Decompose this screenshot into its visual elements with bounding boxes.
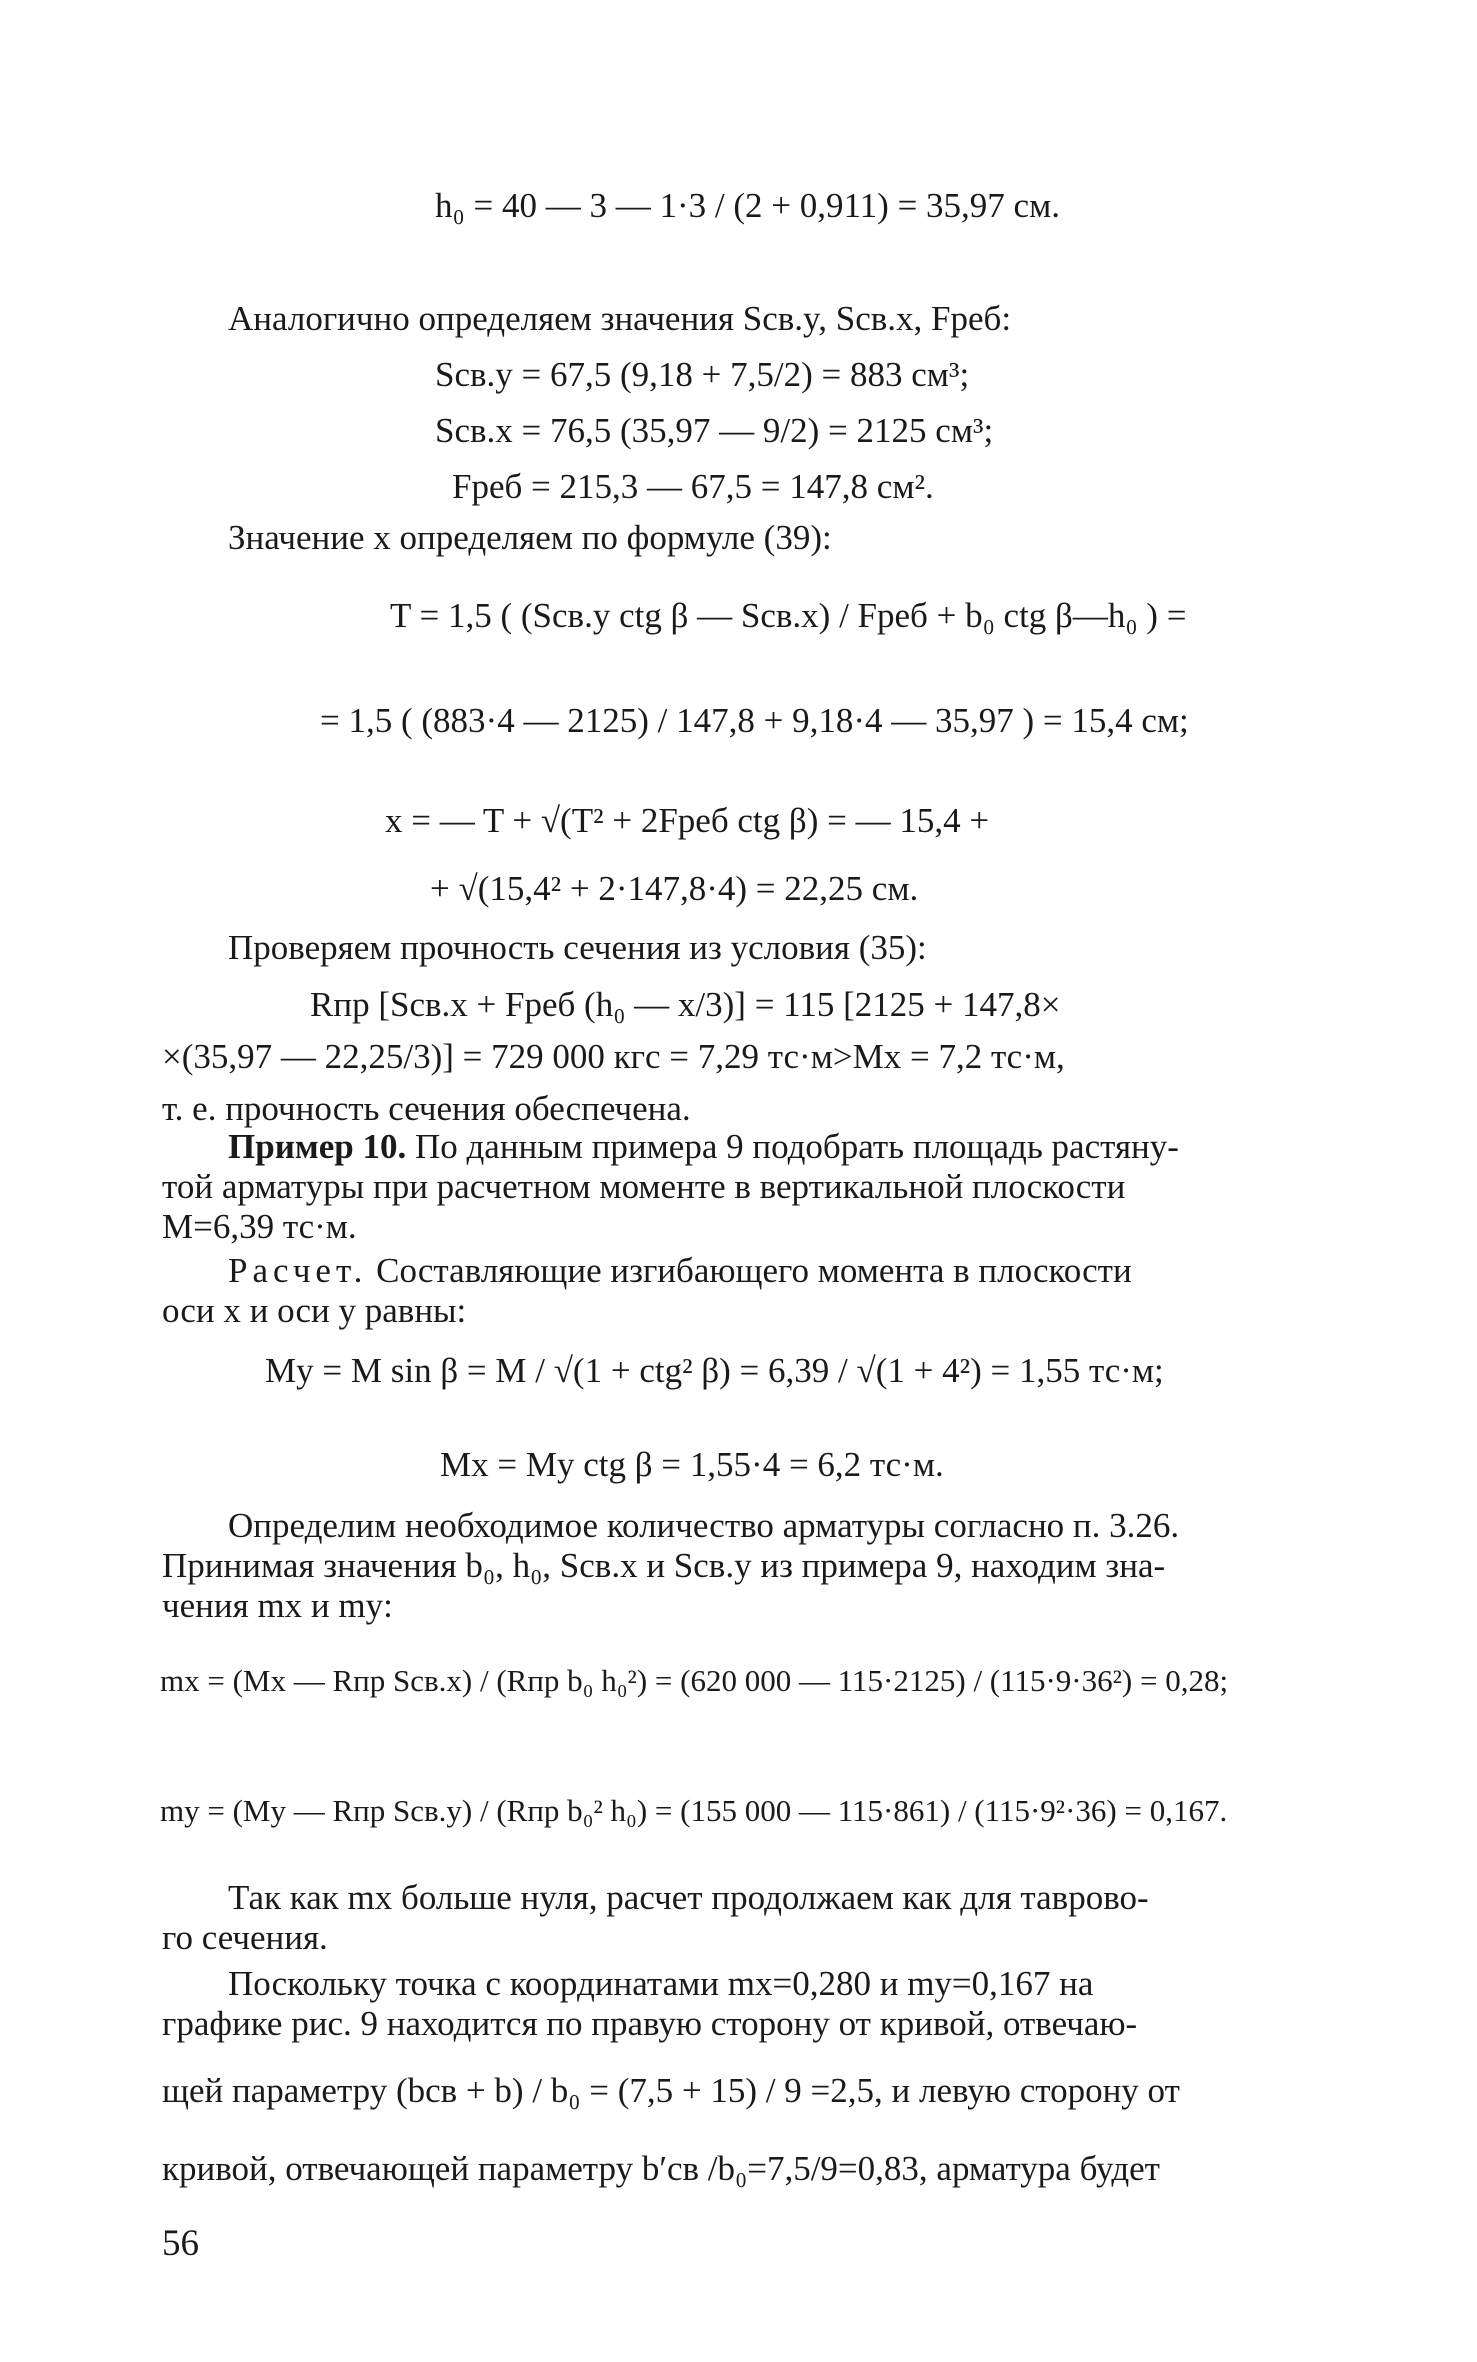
calc-line-2: оси x и оси y равны: [162,1291,467,1330]
equation-s-y: Sсв.y = 67,5 (9,18 + 7,5/2) = 883 см³; [435,355,970,394]
tak-line-1: Так как mx больше нуля, расчет продолжаем как для таврово- [228,1878,1149,1917]
pos-line-2: графике рис. 9 находится по правую сторону от кривой, отвечаю- [162,2004,1138,2043]
equation-r-continued: ×(35,97 — 22,25/3)] = 729 000 кгс = 7,29 тс·м>Mx = 7,2 тс·м, [162,1037,1065,1076]
equation-h0 [435,185,1060,227]
example-10-title: Пример 10. [228,1127,407,1166]
text-te: т. е. прочность сечения обеспечена. [162,1089,691,1128]
example-10-line-3: M=6,39 тс·м. [162,1207,357,1246]
equation-t-continued: = 1,5 ( (883·4 — 2125) / 147,8 + 9,18·4 — 35,97 ) = 15,4 см; [320,701,1189,740]
equation-mx: Mx = My ctg β = 1,55·4 = 6,2 тс·м. [440,1445,944,1484]
text-analog: Аналогично определяем значения Sсв.y, Sсв.x, Fреб: [228,299,1012,338]
equation-my-frac: my = (My — Rпр Sсв.y) / (Rпр b₀² h₀) = (155 000 — 115·861) / (115·9²·36) = 0,167. [160,1793,1228,1828]
text-x-value: Значение x определяем по формуле (39): [228,518,832,557]
page-number: 56 [162,2223,199,2264]
example-10-line-2: той арматуры при расчетном моменте в вертикальной плоскости [162,1167,1126,1206]
equation-f-reb: Fреб = 215,3 — 67,5 = 147,8 см². [452,467,934,506]
calc-line-1 [228,1250,1132,1292]
equation-my: My = M sin β = M / √(1 + ctg² β) = 6,39 / √(1 + 4²) = 1,55 тс·м; [265,1351,1164,1390]
pos-line-4: кривой, отвечающей параметру b′св /b₀=7,5/9=0,83, арматура будет [162,2149,1160,2188]
equation-s-x: Sсв.x = 76,5 (35,97 — 9/2) = 2125 см³; [435,411,994,450]
determine-line-1: Определим необходимое количество арматуры согласно п. 3.26. [228,1506,1180,1545]
calc-title: Расчет. [228,1251,368,1290]
text-check: Проверяем прочность сечения из условия (35): [228,928,927,967]
equation-r: Rпр [Sсв.x + Fреб (h₀ — x/3)] = 115 [2125 + 147,8× [310,985,1061,1024]
equation-t: T = 1,5 ( (Sсв.y ctg β — Sсв.x) / Fреб + b₀ ctg β—h₀ ) = [390,596,1187,635]
equation-mx-frac: mx = (Mx — Rпр Sсв.x) / (Rпр b₀ h₀²) = (620 000 — 115·2125) / (115·9·36²) = 0,28; [160,1663,1229,1698]
equation-x: x = — T + √(T² + 2Fреб ctg β) = — 15,4 + [385,801,990,840]
pos-line-3: щей параметру (bсв + b) / b₀ = (7,5 + 15) / 9 =2,5, и левую сторону от [162,2071,1180,2110]
calc-text-1: Составляющие изгибающего момента в плоскости [376,1251,1132,1290]
tak-line-2: го сечения. [162,1918,328,1957]
example-10-line-1 [228,1126,1179,1168]
determine-line-3: чения mx и my: [162,1586,393,1625]
example-10-text-1: По данным примера 9 подобрать площадь растяну- [414,1127,1179,1166]
determine-line-2: Принимая значения b₀, h₀, Sсв.x и Sсв.y из примера 9, находим зна- [162,1546,1166,1585]
equation-x-continued: + √(15,4² + 2·147,8·4) = 22,25 см. [430,869,919,908]
equation-h0-text: h₀ = 40 — 3 — 1·3 / (2 + 0,911) = 35,97 см. [435,186,1060,225]
pos-line-1: Поскольку точка с координатами mx=0,280 и my=0,167 на [228,1964,1094,2003]
